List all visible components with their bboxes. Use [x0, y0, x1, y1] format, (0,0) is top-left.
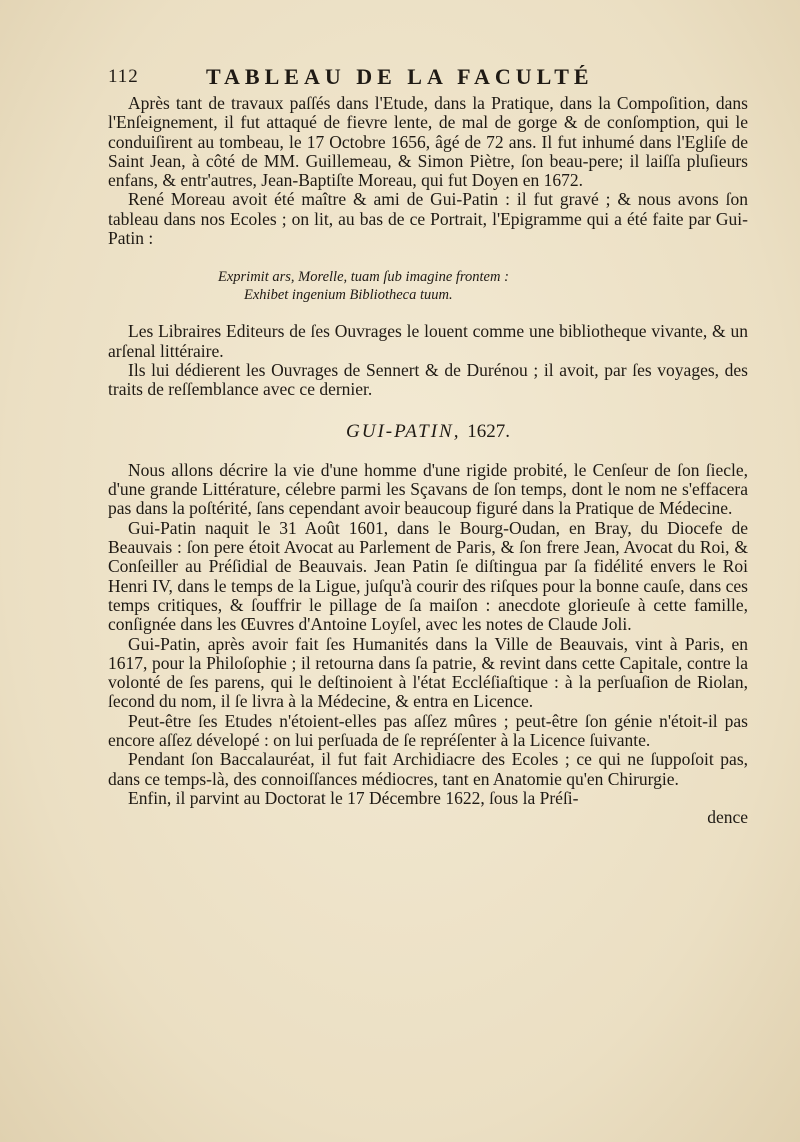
- page-header: [108, 64, 748, 94]
- paragraph-intro-patin: Nous allons décrire la vie d'une homme d'une rigide probité, le Cenſeur de ſon ſiecle, d'une grande Littérature, célebre parmi les Sçavans de ſon temps, dont le nom ne s'effacera pas dans la poſtérité, ſans cependant avoir beaucoup figuré dans la Pratique de Médecine.: [108, 459, 748, 519]
- paragraph-birth: Gui-Patin naquit le 31 Août 1601, dans le Bourg-Oudan, en Bray, du Diocefe de Beauvais : ſon pere étoit Avocat au Parlement de Paris, & ſon frere Jean, Avocat du Roi, & Conſeiller au Préſidial de Beauvais. Jean Patin ſe diſtingua par ſa fidélité envers le Roi Henri IV, dans le temps de la Ligue, juſqu'à courir des riſques pour la bonne cauſe, dans ces temps critiques, & ſouffrir le pillage de ſa maiſon : anecdote glorieuſe à cette famille, conſignée dans les Œuvres d'Antoine Loyſel, avec les notes de Claude Joli.: [108, 517, 748, 635]
- paragraph-studies: Gui-Patin, après avoir fait ſes Humanités dans la Ville de Beauvais, vint à Paris, en 1617, pour la Philoſophie ; il retourna dans ſa patrie, & revint dans cette Capitale, contre la volonté de ſes parens, qui le deſtinoient à l'état Eccléſiaſtique : à la perſuaſion de Riolan, ſecond du nom, il ſe livra à la Médecine, & entra en Licence.: [108, 633, 748, 712]
- paragraph-licence: Peut-être ſes Etudes n'étoient-elles pas aſſez mûres ; peut-être ſon génie n'étoit-il pas encore aſſez dévelopé : on lui perſuada de ſe repréſenter à la Licence ſuivante.: [108, 710, 748, 751]
- paragraph-portrait: René Moreau avoit été maître & ami de Gui-Patin : il fut gravé ; & nous avons ſon tableau dans nos Ecoles ; on lit, au bas de ce Portrait, l'Epigramme qui a été faite par Gui-Patin :: [108, 189, 748, 249]
- paragraph-doctorat: Enfin, il parvint au Doctorat le 17 Décembre 1622, ſous la Préſi-: [128, 787, 579, 808]
- paragraph-dedications: Ils lui dédierent les Ouvrages de Sennert & de Durénou ; il avoit, par ſes voyages, des traits de reſſemblance avec ce dernier.: [108, 359, 748, 400]
- paragraph-libraires: Les Libraires Editeurs de ſes Ouvrages le louent comme une bibliotheque vivante, & un arſenal littéraire.: [108, 321, 748, 361]
- epigram-line-2: Exhibet ingenium Bibliotheca tuum.: [244, 287, 453, 304]
- epigram-line-1: Exprimit ars, Morelle, tuam ſub imagine frontem :: [218, 269, 509, 286]
- paragraph-death-of-moreau: Après tant de travaux paſſés dans l'Etude, dans la Pratique, dans la Compoſition, dans l'Enſeignement, il fut attaqué de fievre lente, de mal de gorge & de conſomption, qui le conduiſirent au tombeau, le 17 Octobre 1656, âgé de 72 ans. Il fut inhumé dans l'Egliſe de Saint Jean, à côté de MM. Guillemeau, & Simon Piètre, ſon beau-pere; il laiſſa pluſieurs enfans, & entr'autres, Jean-Baptiſte Moreau, qui fut Doyen en 1672.: [108, 93, 748, 191]
- section-year: 1627.: [467, 420, 510, 442]
- section-heading: [108, 422, 748, 441]
- page-body: [108, 94, 748, 828]
- paragraph-baccalaureat: Pendant ſon Baccalauréat, il fut fait Archidiacre des Ecoles ; ce qui ne ſuppoſoit pas, dans ce temps-là, des connoiſſances médiocres, tant en Anatomie qu'en Chirurgie.: [108, 749, 748, 789]
- catchword: dence: [707, 807, 748, 828]
- epigram: [108, 268, 748, 304]
- section-name: GUI-PATIN,: [346, 420, 461, 442]
- page-number: 112: [108, 66, 139, 87]
- running-title: TABLEAU DE LA FACULTÉ: [206, 64, 594, 89]
